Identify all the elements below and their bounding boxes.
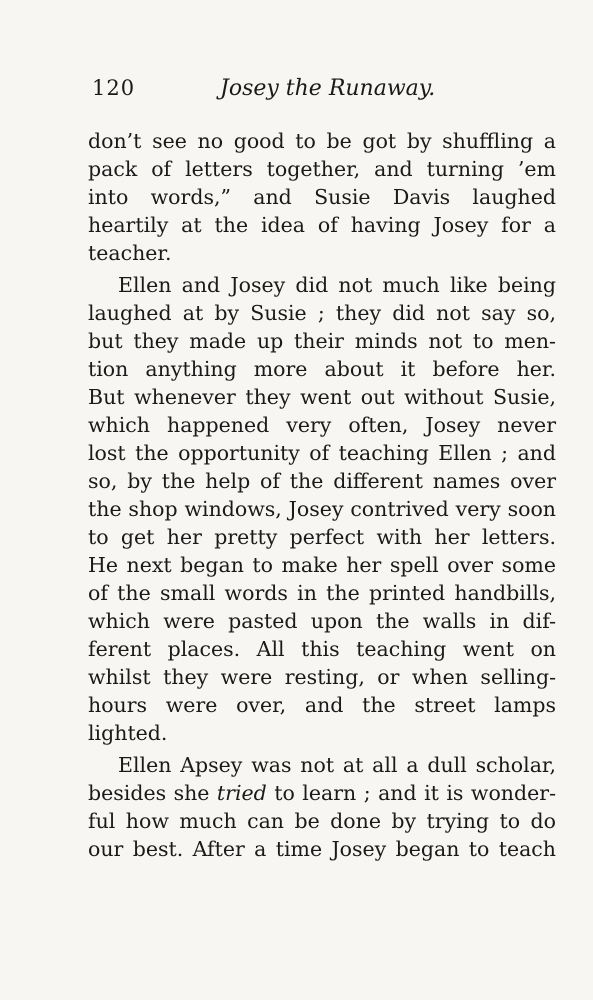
text-line: our best. After a time Josey began to teach bbox=[88, 837, 556, 861]
text-line: to get her pretty perfect with her letters. bbox=[88, 525, 556, 549]
page-number: 120 bbox=[92, 76, 136, 100]
text-line: lost the opportunity of teaching Ellen ; and bbox=[88, 441, 556, 465]
page-header bbox=[92, 76, 552, 110]
text-line: tion anything more about it before her. bbox=[88, 357, 556, 381]
text-line: into words,” and Susie Davis laughed bbox=[88, 185, 556, 209]
text-line bbox=[88, 779, 556, 807]
text-line: ful how much can be done by trying to do bbox=[88, 809, 556, 833]
text-line: lighted. bbox=[88, 721, 168, 745]
text-segment: to learn ; and it is wonder- bbox=[266, 781, 556, 805]
text-line: But whenever they went out without Susie, bbox=[88, 385, 556, 409]
text-line: whilst they were resting, or when selling- bbox=[88, 665, 556, 689]
running-title: Josey the Runaway. bbox=[220, 76, 436, 101]
text-line: but they made up their minds not to men- bbox=[88, 329, 556, 353]
text-line: which were pasted upon the walls in dif- bbox=[88, 609, 556, 633]
text-line: which happened very often, Josey never bbox=[88, 413, 556, 437]
text-line: pack of letters together, and turning ’em bbox=[88, 157, 556, 181]
text-line: Ellen and Josey did not much like being bbox=[118, 273, 556, 297]
text-line: heartily at the idea of having Josey for a bbox=[88, 213, 556, 237]
text-line: ferent places. All this teaching went on bbox=[88, 637, 556, 661]
text-line: the shop windows, Josey contrived very soon bbox=[88, 497, 556, 521]
text-line: He next began to make her spell over some bbox=[88, 553, 556, 577]
text-line: teacher. bbox=[88, 241, 172, 265]
text-line: hours were over, and the street lamps bbox=[88, 693, 556, 717]
text-segment: besides she bbox=[88, 781, 217, 805]
text-line: of the small words in the printed handbills, bbox=[88, 581, 556, 605]
text-line: don’t see no good to be got by shuffling a bbox=[88, 129, 556, 153]
body-text bbox=[88, 127, 556, 863]
text-line: Ellen Apsey was not at all a dull scholar, bbox=[118, 753, 556, 777]
emphasis-text: tried bbox=[216, 781, 267, 805]
text-line: so, by the help of the different names over bbox=[88, 469, 556, 493]
text-line: laughed at by Susie ; they did not say so, bbox=[88, 301, 556, 325]
